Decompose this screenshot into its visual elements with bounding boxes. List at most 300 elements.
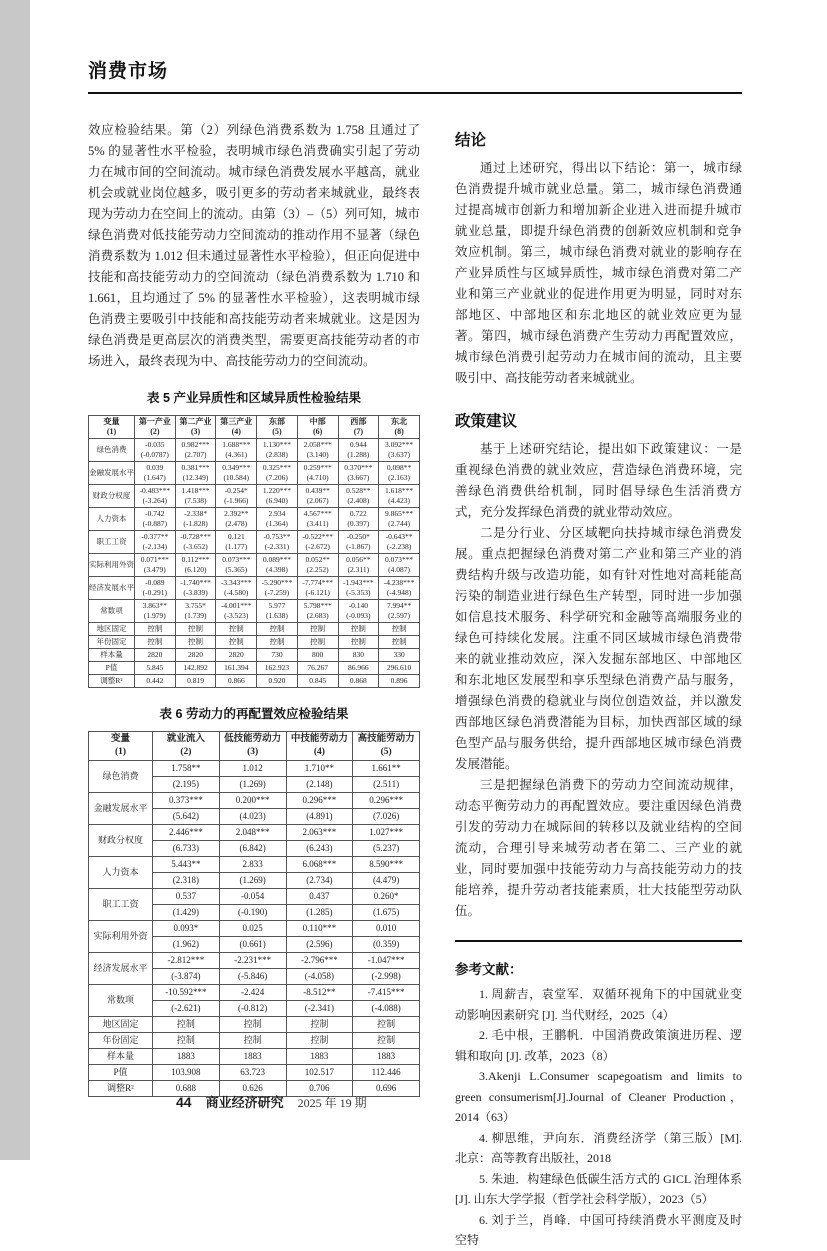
t-value-cell: (2.511) [353, 777, 420, 793]
t-value-cell: (-5.846) [219, 969, 286, 985]
t-value: (2.744) [388, 519, 411, 528]
value-cell: 控制 [353, 1033, 420, 1049]
t-value-cell: (-4.088) [353, 1001, 420, 1017]
value-cell [379, 462, 420, 485]
value-cell [135, 531, 176, 554]
t-value: (4.710) [306, 473, 329, 482]
t-value: (3.637) [388, 450, 411, 459]
coefficient-cell: 0.437 [286, 889, 353, 905]
coefficient-cell: -2.812*** [153, 953, 220, 969]
coefficient-cell: 0.025 [219, 921, 286, 937]
column-header [89, 732, 153, 761]
row-label: 地区固定 [89, 623, 135, 636]
t-value: (-1.966) [224, 496, 249, 505]
t-value: (-2.331) [264, 542, 290, 551]
t-value-cell: (6.733) [153, 841, 220, 857]
coefficient: 1.618*** [385, 486, 414, 495]
references-list [455, 984, 742, 1251]
coefficient: -1.943*** [343, 578, 374, 587]
body-paragraph: 效应检验结果。第（2）列绿色消费系数为 1.758 且通过了 5% 的显著性水平检验，表明城市绿色消费确实引起了劳动力在城市间的空间流动。城市绿色消费发展水平越高，就业机会或就业岗位越多，吸引更多的劳动者来城就业，最终表现为劳动力在空间上的流动。由第（3）–（5）列可知，城市绿色消费对低技能劳动力空间流动的推动作用不显著（绿色消费系数为 1.012 但未通过显著性水平检验），但正向促进中技能和高技能劳动力的空间流动（绿色消费系数为 1.710 和 1.661，且均通过了 5% 的显著性水平检验），这表明城市绿色消费主要吸引中技能和高技能劳动者来城就业。这是因为绿色消费是更高层次的消费类型，需要更高技能劳动者的市场进入，最终表现为中、高技能劳动力的空间流动。 [88, 123, 420, 368]
column-header-line: 第三产业 [220, 417, 253, 426]
t-value-cell: (0.661) [219, 937, 286, 953]
row-label: 实际利用外资 [89, 921, 153, 953]
t-value: (2.311) [347, 565, 370, 574]
t-value-cell: (5.642) [153, 809, 220, 825]
t-value: (1.739) [184, 611, 207, 620]
row-label: 职工工资 [89, 889, 153, 921]
column-header [353, 732, 420, 761]
value-cell [175, 508, 216, 531]
t-value-cell: (1.962) [153, 937, 220, 953]
column-header-line: (8) [394, 427, 404, 436]
policy-paragraph: 基于上述研究结论，提出如下政策建议：一是重视绿色消费的就业效应，营造绿色消费环境，完善绿色消费供给机制，同时倡导绿色生活消费方式，充分发挥绿色消费的就业带动效应。 [455, 442, 742, 519]
column-header-line: 就业流入 [166, 734, 205, 744]
row-label: 金融发展水平 [89, 462, 135, 485]
row-label: 人力资本 [89, 857, 153, 889]
value-cell [135, 462, 176, 485]
row-label: 经济发展水平 [89, 577, 135, 600]
t-value: (2.408) [347, 496, 370, 505]
coefficient: 0.982*** [181, 440, 210, 449]
coefficient-cell: 0.260* [353, 889, 420, 905]
value-cell: 63.723 [219, 1065, 286, 1081]
reference-item: 2. 毛中根，王鹏帆．中国消费政策演进历程、逻辑和取向 [J]. 改革，2023（8） [455, 1028, 742, 1063]
policy-heading: 政策建议 [455, 413, 518, 430]
value-cell: 2820 [175, 649, 216, 662]
value-cell: 控制 [338, 636, 379, 649]
conclusion-heading: 结论 [455, 132, 487, 149]
coefficient-cell: 2.048*** [219, 825, 286, 841]
table5-title: 表 5 产业异质性和区域异质性检验结果 [147, 391, 361, 405]
value-cell: 控制 [286, 1033, 353, 1049]
value-cell [338, 600, 379, 623]
value-cell [338, 531, 379, 554]
t-value: (7.206) [266, 473, 288, 482]
column-header-line: 第一产业 [138, 417, 171, 426]
t-value: (-4.580) [224, 588, 249, 597]
table6-reallocation-results [88, 731, 420, 1097]
coefficient-cell: 0.110*** [286, 921, 353, 937]
value-cell: 5.845 [135, 662, 176, 675]
t-value-cell: (2.318) [153, 873, 220, 889]
value-cell [135, 554, 176, 577]
coefficient-cell: 2.446*** [153, 825, 220, 841]
column-header-line: 中部 [309, 417, 326, 426]
column-header-line: (7) [353, 427, 364, 436]
value-cell: 2820 [135, 649, 176, 662]
value-cell: 控制 [153, 1033, 220, 1049]
value-cell [379, 508, 420, 531]
coefficient: 0.071*** [140, 555, 169, 564]
column-header [175, 416, 216, 439]
coefficient: 2.058*** [303, 440, 332, 449]
row-label: 样本量 [89, 1049, 153, 1065]
journal-name: 商业经济研究 [205, 1095, 284, 1110]
coefficient-cell: -10.592*** [153, 985, 220, 1001]
t-value: (-2.134) [142, 542, 168, 551]
row-label: P值 [89, 1065, 153, 1081]
column-header [297, 416, 338, 439]
t-value-cell: (1.429) [153, 905, 220, 921]
coefficient: 0.439** [305, 486, 330, 495]
coefficient: -4.001*** [220, 601, 252, 610]
coefficient: -0.250* [346, 532, 370, 541]
value-cell: 102.517 [286, 1065, 353, 1081]
issue-info: 2025 年 19 期 [297, 1096, 367, 1110]
column-header [153, 732, 220, 761]
row-label: 绿色消费 [89, 761, 153, 793]
row-label: 样本量 [89, 649, 135, 662]
t-value: (2.683) [306, 611, 329, 620]
coefficient-cell: -2.231*** [219, 953, 286, 969]
t-value-cell: (2.596) [286, 937, 353, 953]
row-label: 人力资本 [89, 508, 135, 531]
coefficient: 9.865*** [385, 509, 414, 518]
coefficient: 0.073*** [385, 555, 414, 564]
row-label: 调整R² [89, 1081, 153, 1097]
t-value: (-6.121) [305, 588, 330, 597]
coefficient: -0.483*** [139, 486, 171, 495]
coefficient: -0.035 [145, 440, 165, 449]
row-label: 职工工资 [89, 531, 135, 554]
coefficient-cell: 0.296*** [353, 793, 420, 809]
value-cell [135, 577, 176, 600]
row-label: 财政分权度 [89, 825, 153, 857]
coefficient-cell: 0.373*** [153, 793, 220, 809]
t-value: (1.647) [143, 473, 166, 482]
value-cell [175, 554, 216, 577]
conclusion-paragraph: 通过上述研究，得出以下结论：第一，城市绿色消费提升城市就业总量。第二，城市绿色消费通过提高城市创新力和增加新企业进入进而提升城市就业总量，即提升绿色消费的创新效应机制和竞争效应机制。第三，城市绿色消费对就业的影响存在产业异质性与区域异质性，城市绿色消费对第二产业和第三产业就业的促进作用更为明显，同时对东部地区、中部地区和东北地区的就业效应更为显著。第四，城市绿色消费产生劳动力再配置效应，城市绿色消费引起劳动力在城市间的流动，且主要吸引中、高技能劳动者来城就业。 [455, 161, 742, 385]
reference-item: 6. 刘于兰，肖峰．中国可持续消费水平测度及时空特 [455, 1212, 742, 1247]
t-value-cell: (-2.621) [153, 1001, 220, 1017]
t-value-cell: (5.237) [353, 841, 420, 857]
t-value-cell: (7.026) [353, 809, 420, 825]
value-cell: 296.610 [379, 662, 420, 675]
t-value-cell: (-2.341) [286, 1001, 353, 1017]
value-cell [135, 508, 176, 531]
coefficient: -5.290*** [261, 578, 293, 587]
coefficient-cell: 1.758** [153, 761, 220, 777]
column-header-line: (4) [231, 427, 241, 436]
value-cell [297, 462, 338, 485]
reference-item: 4. 柳思维，尹向东．消费经济学（第三版）[M]. 北京：高等教育出版社，2018 [455, 1130, 742, 1165]
t-value: (-1.828) [183, 519, 208, 528]
value-cell: 800 [297, 649, 338, 662]
coefficient: 1.418*** [181, 486, 210, 495]
coefficient: 3.863** [142, 601, 168, 610]
value-cell: 控制 [175, 623, 216, 636]
row-label: 调整R² [89, 675, 135, 688]
section-header [88, 56, 742, 94]
coefficient-cell: 0.093* [153, 921, 220, 937]
value-cell: 112.446 [353, 1065, 420, 1081]
value-cell: 控制 [353, 1017, 420, 1033]
coefficient: 0.112*** [181, 555, 210, 564]
t-value-cell: (-0.190) [219, 905, 286, 921]
t-value: (-0.093) [346, 611, 371, 620]
t-value: (2.252) [306, 565, 329, 574]
coefficient: 2.934 [268, 509, 286, 518]
coefficient-cell: 1.710** [286, 761, 353, 777]
value-cell: 1883 [353, 1049, 420, 1065]
value-cell [257, 508, 298, 531]
references-divider [455, 940, 742, 942]
coefficient: -0.728*** [180, 532, 211, 541]
column-header-line: (2) [150, 427, 160, 436]
coefficient: 0.381*** [181, 463, 210, 472]
coefficient-cell: 0.200*** [219, 793, 286, 809]
t-value: (3.411) [306, 519, 329, 528]
value-cell [216, 439, 257, 462]
value-cell [257, 600, 298, 623]
value-cell: 控制 [379, 623, 420, 636]
row-label: 经济发展水平 [89, 953, 153, 985]
right-column [455, 120, 742, 1251]
value-cell [379, 554, 420, 577]
t-value: (6.120) [184, 565, 207, 574]
coefficient: -7.774*** [302, 578, 333, 587]
t-value: (2.067) [306, 496, 329, 505]
column-header-line: (3) [190, 427, 201, 436]
row-label: 绿色消费 [89, 439, 135, 462]
coefficient: -0.140 [348, 601, 369, 610]
coefficient: 0.089*** [262, 555, 292, 564]
value-cell [175, 577, 216, 600]
t-value-cell: (-2.998) [353, 969, 420, 985]
column-header-line: 变量 [110, 734, 130, 744]
value-cell: 142.892 [175, 662, 216, 675]
value-cell: 0.868 [338, 675, 379, 688]
t-value-cell: (2.734) [286, 873, 353, 889]
conclusion-text [455, 158, 742, 389]
column-header-line: (3) [247, 747, 259, 757]
t-value: (3.140) [306, 450, 329, 459]
value-cell: 86.966 [338, 662, 379, 675]
column-header-line: 西部 [350, 417, 367, 426]
t-value: (1.979) [143, 611, 166, 620]
left-column [88, 120, 420, 1251]
value-cell [379, 531, 420, 554]
value-cell [175, 531, 216, 554]
value-cell: 控制 [175, 636, 216, 649]
coefficient: 3.755* [185, 601, 206, 610]
t-value-cell: (1.285) [286, 905, 353, 921]
coefficient: 0.349*** [222, 463, 251, 472]
t-value: (4.423) [388, 496, 411, 505]
value-cell [135, 439, 176, 462]
value-cell: 控制 [219, 1017, 286, 1033]
column-header [135, 416, 176, 439]
value-cell: 控制 [219, 1033, 286, 1049]
value-cell: 控制 [257, 636, 298, 649]
value-cell: 控制 [257, 623, 298, 636]
coefficient: 0.073*** [222, 555, 251, 564]
coefficient-cell: 6.068*** [286, 857, 353, 873]
value-cell [338, 462, 379, 485]
value-cell: 0.845 [297, 675, 338, 688]
value-cell [379, 577, 420, 600]
coefficient: 0.056** [346, 555, 371, 564]
column-header-line: (5) [272, 427, 282, 436]
t-value: (-7.259) [264, 588, 290, 597]
value-cell: 0.866 [216, 675, 257, 688]
coefficient: 0.052** [305, 555, 330, 564]
coefficient-cell: -1.047*** [353, 953, 420, 969]
references-heading: 参考文献： [455, 962, 523, 977]
coefficient: -0.753** [263, 532, 291, 541]
reference-item: 3.Akenji L.Consumer scapegoatism and limits to green consumerism[J].Journal of Cleaner Production，2014（63） [455, 1069, 742, 1124]
coefficient-cell: 1.661** [353, 761, 420, 777]
page-content [88, 56, 742, 1251]
column-header [89, 416, 135, 439]
column-header-line: (1) [106, 427, 117, 436]
coefficient-cell: 0.010 [353, 921, 420, 937]
coefficient: 0.121 [227, 532, 245, 541]
value-cell: 0.688 [153, 1081, 220, 1097]
body-text [88, 120, 420, 372]
value-cell: 1883 [219, 1049, 286, 1065]
page-edge-strip [0, 0, 30, 1160]
coefficient: 2.392** [224, 509, 249, 518]
coefficient: -0.254* [224, 486, 248, 495]
value-cell: 162.923 [257, 662, 298, 675]
value-cell [175, 462, 216, 485]
value-cell: 控制 [297, 636, 338, 649]
value-cell: 2820 [216, 649, 257, 662]
value-cell [175, 600, 216, 623]
value-cell: 控制 [286, 1017, 353, 1033]
value-cell [216, 577, 257, 600]
value-cell [175, 439, 216, 462]
coefficient: 7.994** [386, 601, 412, 610]
row-label: 财政分权度 [89, 485, 135, 508]
column-header-line: 东部 [268, 417, 285, 426]
t-value: (-3.264) [142, 496, 168, 505]
coefficient: 0.528** [346, 486, 371, 495]
coefficient: 3.092*** [385, 440, 414, 449]
coefficient-cell: -2.424 [219, 985, 286, 1001]
row-label: P值 [89, 662, 135, 675]
coefficient-cell: -0.054 [219, 889, 286, 905]
row-label: 实际利用外资 [89, 554, 135, 577]
value-cell [257, 554, 298, 577]
row-label: 年份固定 [89, 1033, 153, 1049]
t-value: (-3.839) [183, 588, 208, 597]
coefficient: 5.977 [268, 601, 286, 610]
t-value-cell: (1.269) [219, 777, 286, 793]
coefficient: -0.377** [141, 532, 169, 541]
value-cell: 控制 [135, 636, 176, 649]
column-header [338, 416, 379, 439]
t-value: (2.838) [266, 450, 288, 459]
column-header-line: 高技能劳动力 [357, 734, 415, 744]
coefficient: 1.688*** [222, 440, 251, 449]
coefficient-cell: -8.512** [286, 985, 353, 1001]
coefficient: -2.338* [183, 509, 208, 518]
value-cell [216, 531, 257, 554]
t-value-cell: (6.842) [219, 841, 286, 857]
value-cell [338, 439, 379, 462]
column-header [379, 416, 420, 439]
t-value: (7.538) [184, 496, 207, 505]
value-cell: 0.626 [219, 1081, 286, 1097]
column-header-line: 第二产业 [179, 417, 212, 426]
t-value: (-2.238) [386, 542, 412, 551]
t-value: (4.361) [225, 450, 248, 459]
t-value-cell: (2.195) [153, 777, 220, 793]
value-cell: 控制 [153, 1017, 220, 1033]
t-value: (1.638) [266, 611, 288, 620]
value-cell [338, 508, 379, 531]
value-cell: 76.267 [297, 662, 338, 675]
t-value-cell: (-4.058) [286, 969, 353, 985]
coefficient-cell: 0.296*** [286, 793, 353, 809]
coefficient: -0.089 [145, 578, 165, 587]
coefficient: -0.742 [145, 509, 165, 518]
value-cell [257, 462, 298, 485]
t-value-cell: (-0.812) [219, 1001, 286, 1017]
t-value: (1.364) [266, 519, 288, 528]
coefficient: 0.259*** [303, 463, 332, 472]
coefficient: 0.039 [146, 463, 164, 472]
coefficient-cell: 2.063*** [286, 825, 353, 841]
t-value-cell: (4.023) [219, 809, 286, 825]
value-cell [257, 577, 298, 600]
coefficient: -0.522*** [302, 532, 333, 541]
coefficient-cell: 2.833 [219, 857, 286, 873]
coefficient-cell: 1.012 [219, 761, 286, 777]
column-header-line: (2) [180, 747, 192, 757]
row-label: 金融发展水平 [89, 793, 153, 825]
column-header-line: (1) [114, 747, 127, 757]
column-header [257, 416, 298, 439]
t-value: (-1.867) [346, 542, 371, 551]
t-value: (5.365) [225, 565, 248, 574]
column-header-line: 变量 [103, 417, 120, 426]
t-value-cell: (1.675) [353, 905, 420, 921]
t-value: (2.707) [184, 450, 207, 459]
value-cell [379, 485, 420, 508]
column-header [286, 732, 353, 761]
coefficient: -3.343*** [220, 578, 252, 587]
t-value: (-0.291) [142, 588, 168, 597]
value-cell: 330 [379, 649, 420, 662]
row-label: 常数项 [89, 600, 135, 623]
t-value-cell: (4.479) [353, 873, 420, 889]
policy-paragraph: 二是分行业、分区域靶向扶持城市绿色消费发展。重点把握绿色消费对第二产业和第三产业的消费结构升级与改造功能，如有针对性地对高耗能高污染的制造业进行绿色生产转型，同时进一步加强如信息技术服务、科学研究和金融等高端服务业的绿色可持续化发展。注重不同区域城市绿色消费带来的就业推动效应，深入发掘东部地区、中部地区和东北地区发展型和享乐型绿色消费产品与服务，增强绿色消费的稳就业与岗位创造效益，并以激发西部地区绿色消费潜能为目标，加快西部区域的绿色型产品与服务供给，提升西部地区城市绿色消费发展潜能。 [455, 526, 742, 771]
value-cell: 控制 [338, 623, 379, 636]
t-value-cell: (-3.874) [153, 969, 220, 985]
row-label: 年份固定 [89, 636, 135, 649]
value-cell: 830 [338, 649, 379, 662]
t-value: (2.478) [225, 519, 248, 528]
coefficient: 0.370*** [344, 463, 373, 472]
t-value-cell: (0.359) [353, 937, 420, 953]
value-cell: 0.442 [135, 675, 176, 688]
value-cell: 控制 [216, 623, 257, 636]
coefficient: 1.220*** [262, 486, 292, 495]
t-value: (3.479) [143, 565, 166, 574]
reference-item: 1. 周薪吉，袁堂军．双循环视角下的中国就业变动影响因素研究 [J]. 当代财经，2025（4） [455, 987, 742, 1022]
value-cell [257, 439, 298, 462]
t-value: (6.940) [266, 496, 288, 505]
value-cell [297, 600, 338, 623]
value-cell [379, 600, 420, 623]
t-value: (4.398) [266, 565, 288, 574]
column-header-line: 低技能劳动力 [224, 734, 282, 744]
value-cell: 0.920 [257, 675, 298, 688]
value-cell: 控制 [135, 623, 176, 636]
